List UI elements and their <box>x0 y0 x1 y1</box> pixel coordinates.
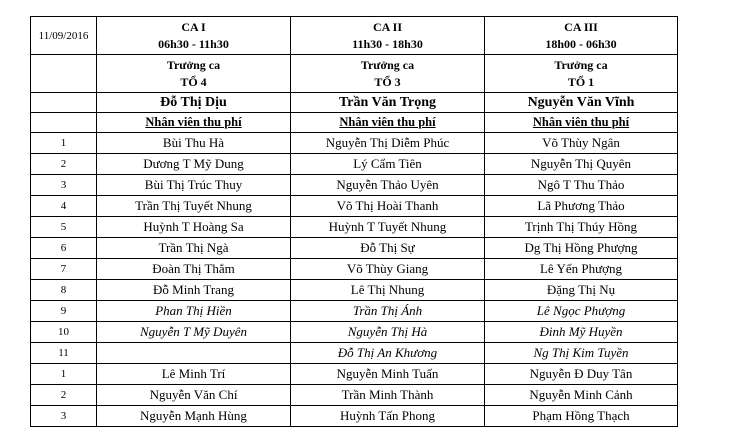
shift-1-staff: Trần Thị Tuyết Nhung <box>97 196 291 217</box>
row-number: 1 <box>31 133 97 154</box>
shift-3-staff: Đặng Thị Nụ <box>485 280 678 301</box>
shift-1-leader-title: Trưởng ca <box>166 57 221 72</box>
shift-3-staff-header: Nhân viên thu phí <box>485 113 678 133</box>
row-number: 9 <box>31 301 97 322</box>
shift-2-staff: Võ Thị Hoài Thanh <box>291 196 485 217</box>
shift-1-staff: Bùi Thị Trúc Thuy <box>97 175 291 196</box>
row-number: 2 <box>31 385 97 406</box>
shift-1-staff: Phan Thị Hiền <box>97 301 291 322</box>
table-row <box>31 343 678 364</box>
table-row <box>31 301 678 322</box>
shift-3-staff: Nguyễn Thị Quyên <box>485 154 678 175</box>
shift-2-staff: Trần Thị Ánh <box>291 301 485 322</box>
shift-3-header <box>485 17 678 55</box>
shift-1-staff: Lê Minh Trí <box>97 364 291 385</box>
row-number: 1 <box>31 364 97 385</box>
shift-2-staff: Huỳnh Tấn Phong <box>291 406 485 427</box>
shift-1-time: 06h30 - 11h30 <box>158 36 229 51</box>
row-number: 11 <box>31 343 97 364</box>
shift-1-header <box>97 17 291 55</box>
row-number: 7 <box>31 259 97 280</box>
leader-row <box>31 93 678 113</box>
shift-3-team <box>485 55 678 93</box>
shift-2-time: 11h30 - 18h30 <box>352 36 423 51</box>
table-row <box>31 154 678 175</box>
row-number: 10 <box>31 322 97 343</box>
shift-3-leader: Nguyễn Văn Vĩnh <box>485 93 678 113</box>
shift-1-staff: Bùi Thu Hà <box>97 133 291 154</box>
schedule-sheet <box>30 16 678 427</box>
shift-2-staff: Đỗ Thị An Khương <box>291 343 485 364</box>
shift-2-staff: Nguyễn Thảo Uyên <box>291 175 485 196</box>
empty-cell <box>31 113 97 133</box>
row-number: 8 <box>31 280 97 301</box>
table-row <box>31 133 678 154</box>
shift-1-staff <box>97 343 291 364</box>
shift-1-staff: Đoàn Thị Thắm <box>97 259 291 280</box>
shift-2-staff: Nguyễn Minh Tuấn <box>291 364 485 385</box>
shift-2-leader: Trần Văn Trọng <box>291 93 485 113</box>
shift-2-header <box>291 17 485 55</box>
table-row <box>31 196 678 217</box>
shift-3-staff: Trịnh Thị Thúy Hồng <box>485 217 678 238</box>
shift-1-leader: Đỗ Thị Dịu <box>97 93 291 113</box>
shift-3-staff: Đinh Mỹ Huyền <box>485 322 678 343</box>
table-row <box>31 217 678 238</box>
shift-2-team-label: TỔ 3 <box>374 74 401 89</box>
shift-1-staff: Dương T Mỹ Dung <box>97 154 291 175</box>
shift-3-team-label: TỔ 1 <box>567 74 595 89</box>
shift-1-staff: Đỗ Minh Trang <box>97 280 291 301</box>
shift-1-staff: Nguyễn Mạnh Hùng <box>97 406 291 427</box>
shift-1-staff: Nguyễn T Mỹ Duyên <box>97 322 291 343</box>
shift-3-staff: Dg Thị Hồng Phượng <box>485 238 678 259</box>
shift-2-staff: Huỳnh T Tuyết Nhung <box>291 217 485 238</box>
table-row <box>31 322 678 343</box>
row-number: 5 <box>31 217 97 238</box>
shift-2-team <box>291 55 485 93</box>
shift-3-staff: Lê Yến Phượng <box>485 259 678 280</box>
row-number: 3 <box>31 175 97 196</box>
shift-2-staff-header: Nhân viên thu phí <box>291 113 485 133</box>
table-row <box>31 385 678 406</box>
shift-2-staff: Nguyễn Thị Hà <box>291 322 485 343</box>
shift-2-name: CA II <box>372 19 402 34</box>
row-number: 2 <box>31 154 97 175</box>
table-row <box>31 175 678 196</box>
table-row <box>31 280 678 301</box>
table-row <box>31 238 678 259</box>
shift-3-staff: Nguyễn Đ Duy Tân <box>485 364 678 385</box>
shift-1-staff: Huỳnh T Hoàng Sa <box>97 217 291 238</box>
shift-1-staff: Trần Thị Ngà <box>97 238 291 259</box>
row-number: 4 <box>31 196 97 217</box>
shift-header-row <box>31 17 678 55</box>
shift-1-team-label: TỔ 4 <box>180 74 207 89</box>
shift-2-staff: Nguyễn Thị Diễm Phúc <box>291 133 485 154</box>
row-number: 3 <box>31 406 97 427</box>
shift-3-staff: Phạm Hồng Thạch <box>485 406 678 427</box>
shift-3-time: 18h00 - 06h30 <box>545 36 617 51</box>
shift-1-name: CA I <box>181 19 206 34</box>
shift-3-staff: Ng Thị Kim Tuyền <box>485 343 678 364</box>
row-number: 6 <box>31 238 97 259</box>
shift-1-staff: Nguyễn Văn Chí <box>97 385 291 406</box>
empty-cell <box>31 55 97 93</box>
table-row <box>31 259 678 280</box>
shift-2-staff: Đỗ Thị Sự <box>291 238 485 259</box>
shift-3-staff: Lã Phương Thảo <box>485 196 678 217</box>
shift-1-staff-header: Nhân viên thu phí <box>97 113 291 133</box>
staff-header-row <box>31 113 678 133</box>
shift-2-staff: Lê Thị Nhung <box>291 280 485 301</box>
shift-3-staff: Nguyễn Minh Cảnh <box>485 385 678 406</box>
shift-3-staff: Lê Ngọc Phượng <box>485 301 678 322</box>
shift-2-staff: Lý Cẩm Tiên <box>291 154 485 175</box>
shift-3-name: CA III <box>564 19 598 34</box>
shift-2-staff: Trần Minh Thành <box>291 385 485 406</box>
shift-3-staff: Ngô T Thu Thảo <box>485 175 678 196</box>
shift-3-staff: Võ Thùy Ngân <box>485 133 678 154</box>
shift-3-leader-title: Trưởng ca <box>554 57 608 72</box>
shift-1-team <box>97 55 291 93</box>
date-cell: 11/09/2016 <box>31 17 97 55</box>
table-row <box>31 406 678 427</box>
team-row <box>31 55 678 93</box>
shift-2-leader-title: Trưởng ca <box>360 57 415 72</box>
shift-schedule-table <box>30 16 678 427</box>
empty-cell <box>31 93 97 113</box>
table-row <box>31 364 678 385</box>
shift-2-staff: Võ Thùy Giang <box>291 259 485 280</box>
